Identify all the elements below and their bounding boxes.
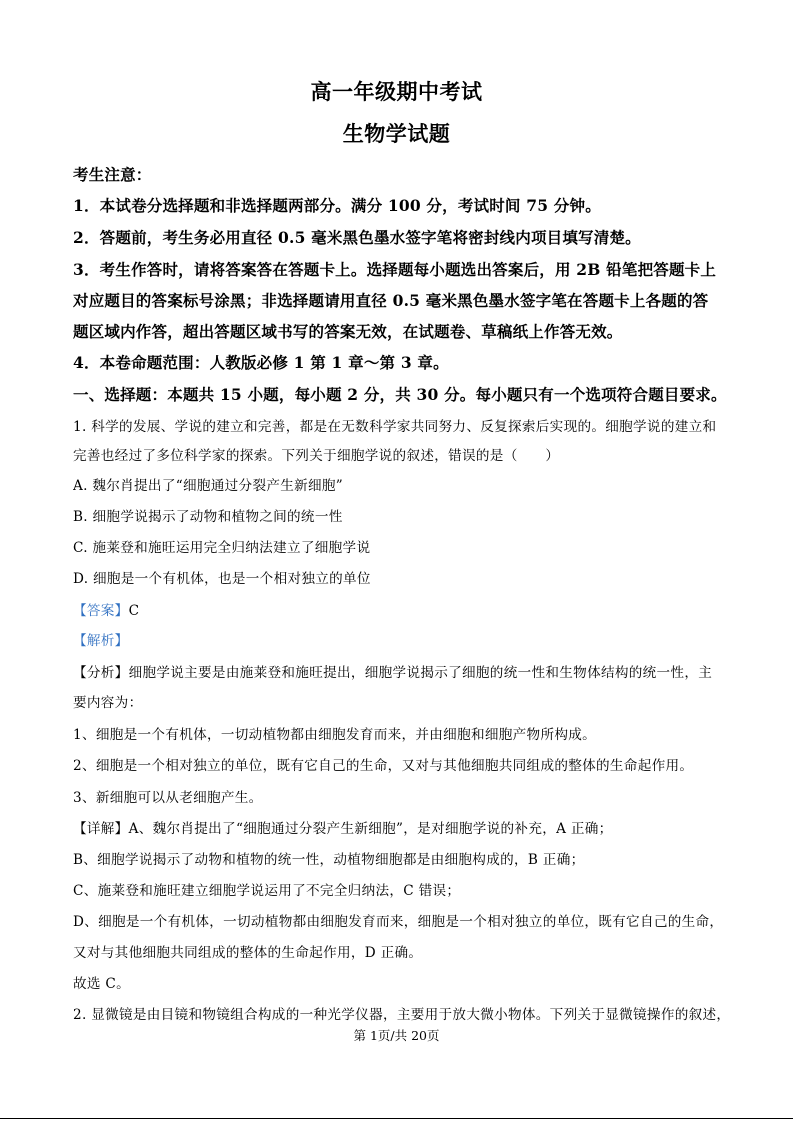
question-stem: 2. 显微镜是由目镜和物镜组合构成的一种光学仪器，主要用于放大微小物体。下列关于显微镜操作的叙述， (73, 1007, 731, 1023)
notice-heading: 考生注意： (73, 165, 152, 184)
section-heading: 一、选择题：本题共 15 小题，每小题 2 分，共 30 分。每小题只有一个选项符合题目要求。 (73, 385, 727, 404)
analysis-line: 又对与其他细胞共同组成的整体的生命起作用，D 正确。 (73, 945, 423, 961)
analysis-line: 【分析】细胞学说主要是由施莱登和施旺提出，细胞学说揭示了细胞的统一性和生物体结构的统一性，主 (73, 665, 713, 681)
analysis-line: D、细胞是一个有机体，一切动植物都由细胞发育而来，细胞是一个相对独立的单位，既有它自己的生命， (73, 914, 724, 930)
analysis-line: 要内容为： (73, 695, 143, 711)
option-d: D. 细胞是一个有机体，也是一个相对独立的单位 (73, 571, 371, 587)
analysis-line: B、细胞学说揭示了动物和植物的统一性，动植物细胞都是由细胞构成的，B 正确； (73, 852, 585, 868)
notice-item: 4．本卷命题范围：人教版必修 1 第 1 章～第 3 章。 (73, 353, 449, 372)
analysis-line: C、施莱登和施旺建立细胞学说运用了不完全归纳法，C 错误； (73, 883, 461, 899)
option-a: A. 魏尔肖提出了“细胞通过分裂产生新细胞” (73, 478, 344, 494)
question-stem: 1. 科学的发展、学说的建立和完善，都是在无数科学家共同努力、反复探索后实现的。细胞学说的建立和 (73, 419, 717, 435)
notice-item: 2．答题前，考生务必用直径 0.5 毫米黑色墨水签字笔将密封线内项目填写清楚。 (73, 228, 641, 247)
notice-item: 对应题目的答案标号涂黑；非选择题请用直径 0.5 毫米黑色墨水签字笔在答题卡上各题的答 (73, 291, 709, 310)
answer-line (73, 599, 733, 619)
option-b: B. 细胞学说揭示了动物和植物之间的统一性 (73, 509, 343, 525)
analysis-line: 【详解】A、魏尔肖提出了“细胞通过分裂产生新细胞”，是对细胞学说的补充，A 正确； (73, 821, 613, 837)
page-number: 第 1页/共 20页 (353, 1028, 440, 1043)
exam-title: 高一年级期中考试 (310, 79, 483, 104)
answer-tag: 【答案】 (73, 603, 129, 619)
answer-value: C (128, 603, 140, 619)
notice-item: 题区域内作答，超出答题区域书写的答案无效，在试题卷、草稿纸上作答无效。 (73, 322, 623, 341)
question-stem: 完善也经过了多位科学家的探索。下列关于细胞学说的叙述，错误的是（ ） (73, 448, 560, 464)
analysis-line: 3、新细胞可以从老细胞产生。 (73, 790, 263, 806)
analysis-tag: 【解析】 (73, 633, 129, 649)
option-c: C. 施莱登和施旺运用完全归纳法建立了细胞学说 (73, 540, 371, 556)
analysis-line: 1、细胞是一个有机体，一切动植物都由细胞发育而来，并由细胞和细胞产物所构成。 (73, 727, 597, 743)
exam-subtitle: 生物学试题 (342, 121, 451, 146)
page-bottom-rule (0, 1118, 793, 1119)
analysis-line: 2、细胞是一个相对独立的单位，既有它自己的生命，又对与其他细胞共同组成的整体的生命起作用。 (73, 758, 694, 774)
notice-item: 1．本试卷分选择题和非选择题两部分。满分 100 分，考试时间 75 分钟。 (73, 196, 601, 215)
notice-item: 3．考生作答时，请将答案答在答题卡上。选择题每小题选出答案后，用 2B 铅笔把答题卡上 (73, 260, 717, 279)
analysis-line: 故选 C。 (73, 976, 131, 992)
